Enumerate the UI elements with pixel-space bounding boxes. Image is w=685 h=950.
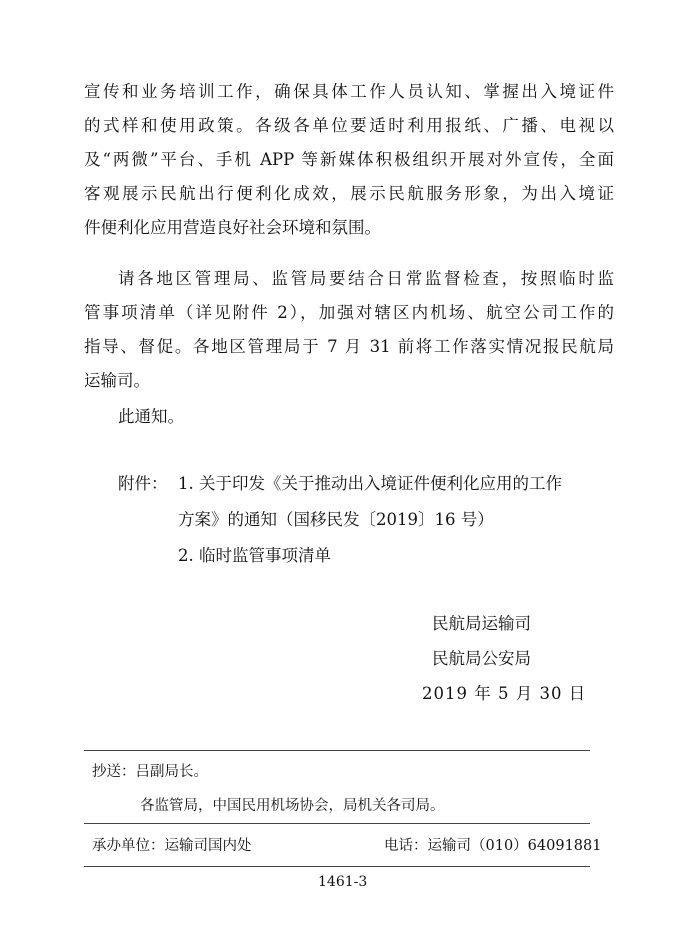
- closing-line: 此通知。: [118, 407, 184, 426]
- footer-rule-top: [84, 750, 590, 751]
- paragraph-line: 件便利化应用营造良好社会环境和氛围。: [84, 218, 381, 237]
- paragraph-line: 运输司。: [84, 371, 150, 390]
- paragraph-line: 请各地区管理局、监管局要结合日常监督检查，按照临时监: [118, 269, 614, 288]
- attachments-section: [118, 466, 618, 574]
- body-paragraph-closing: [84, 400, 614, 434]
- footer-rule-bottom: [84, 866, 590, 867]
- page-number: 1461-3: [318, 874, 368, 890]
- paragraph-line: 及“两微”平台、手机 APP 等新媒体积极组织开展对外宣传，全面: [84, 150, 614, 169]
- paragraph-line: 的式样和使用政策。各级各单位要适时利用报纸、广播、电视以: [84, 116, 614, 135]
- footer-rule-middle: [84, 823, 590, 824]
- attachment-item-1-continued: 方案》的通知（国移民发〔2019〕16 号）: [178, 510, 494, 529]
- cc-line-2: 各监管局，中国民用机场协会，局机关各司局。: [140, 798, 445, 814]
- contact-phone: 电话：运输司（010）64091881: [384, 838, 602, 854]
- paragraph-line: 客观展示民航出行便利化成效，展示民航服务形象，为出入境证: [84, 184, 614, 203]
- body-paragraph-2: [84, 262, 614, 398]
- paragraph-line: 指导、督促。各地区管理局于 7 月 31 前将工作落实情况报民航局: [84, 337, 614, 356]
- signature-org-2: 民航局公安局: [432, 649, 531, 668]
- attachment-item-2: 2. 临时监管事项清单: [178, 546, 331, 565]
- paragraph-line: 管事项清单（详见附件 2），加强对辖区内机场、航空公司工作的: [84, 303, 614, 322]
- attachment-item-1: 1. 关于印发《关于推动出入境证件便利化应用的工作: [178, 474, 562, 493]
- undertaking-unit: 承办单位：运输司国内处: [92, 838, 252, 854]
- attachments-label: 附件：: [118, 474, 168, 493]
- body-paragraph-1: [84, 75, 614, 245]
- signature-date: 2019 年 5 月 30 日: [422, 684, 587, 703]
- signature-org-1: 民航局运输司: [432, 614, 531, 633]
- paragraph-line: 宣传和业务培训工作，确保具体工作人员认知、掌握出入境证件: [84, 82, 614, 101]
- cc-line-1: 抄送：吕副局长。: [92, 764, 208, 780]
